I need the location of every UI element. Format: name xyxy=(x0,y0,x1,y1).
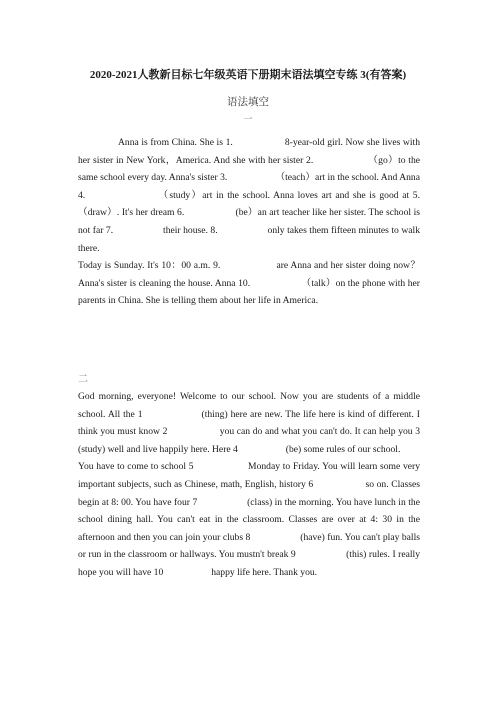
section-1-marker: 一 xyxy=(243,114,253,124)
passage-paragraph: Today is Sunday. It's 10：00 a.m. 9. are Anna and her sister doing now？Anna's sister is cleaning the house. Anna 10. （talk）on the phone with her parents in China. She is telling them about her life in America. xyxy=(78,260,423,307)
passage-paragraph: You have to come to school 5 Monday to Friday. You will learn some very important subjects, such as Chinese, math, English, history 6 so on. Classes begin at 8: 00. You have four 7 (class) in the morning. You have lunch in the school dining hall. You can't eat in the classroom. Classes are over at 4: 30 in the afternoon and then you can join your clubs 8 (have) fun. You can't play balls or run in the classroom or hallways. You mustn't break 9 (this) rules. I really hope you will have 10 happy life here. Thank you. xyxy=(78,461,423,578)
section-1-passage xyxy=(78,134,468,310)
section-2-passage xyxy=(78,388,468,582)
page-title: 2020-2021人教新目标七年级英语下册期末语法填空专练 3(有答案) xyxy=(89,69,407,81)
section-2-marker: 二 xyxy=(78,374,88,385)
passage-paragraph: Anna is from China. She is 1. 8-year-old girl. Now she lives with her sister in New York，America. And she with her sister 2. （go）to the same school every day. Anna's sister 3. （teach）art in the school. And Anna 4. （study）art in the school. Anna loves art and she is good at 5. （draw）. It's her dream 6. (be）an art teacher like her sister. The school is not far 7. their house. 8. only takes them fifteen minutes to walk there. xyxy=(78,137,468,254)
subtitle: 语法填空 xyxy=(227,97,269,108)
passage-paragraph: God morning, everyone! Welcome to our school. Now you are students of a middle school. All the 1 (thing) here are new. The life here is kind of different. I think you must know 2 you can do and what you can't do. It can help you 3 (study) well and live happily here. Here 4 (be) some rules of our school. xyxy=(78,391,468,455)
